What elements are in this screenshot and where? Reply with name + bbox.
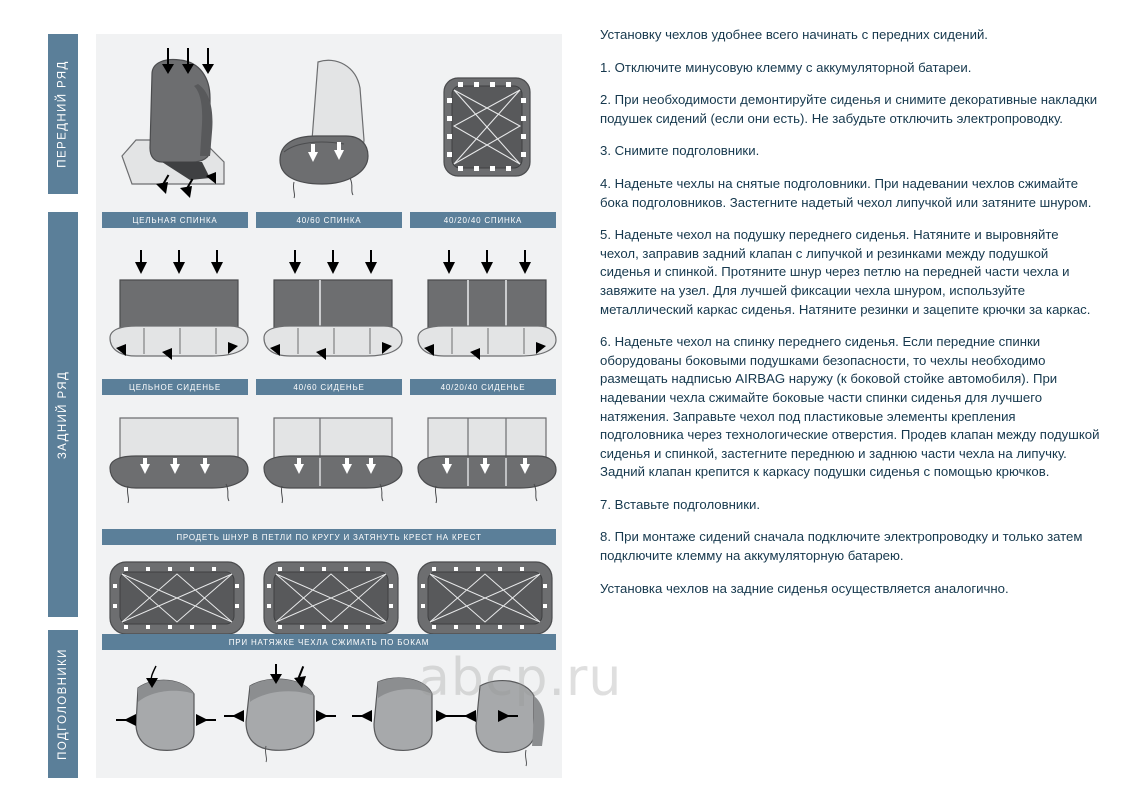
band-backrest-whole: ЦЕЛЬНАЯ СПИНКА [102, 212, 248, 228]
band-backrest-40-20-40: 40/20/40 СПИНКА [410, 212, 556, 228]
band-squeeze-instruction: ПРИ НАТЯЖКЕ ЧЕХЛА СЖИМАТЬ ПО БОКАМ [102, 634, 556, 650]
section-label-rear-row-text: ЗАДНИЙ РЯД [57, 370, 69, 459]
headrest-illustration-1 [112, 658, 222, 768]
band-backrest-40-60: 40/60 СПИНКА [256, 212, 402, 228]
rear-cushion-illustrations [102, 402, 556, 522]
front-backrest-illustration [106, 44, 252, 202]
section-label-headrests [48, 630, 78, 778]
rear-cushion-40-60-illustration [256, 402, 406, 520]
instructions-panel [600, 26, 1100, 776]
front-cushion-illustration [260, 44, 406, 202]
instruction-step-7: 7. Вставьте подголовники. [600, 496, 761, 512]
band-seat-whole: ЦЕЛЬНОЕ СИДЕНЬЕ [102, 379, 248, 395]
band-seat-types [102, 379, 556, 395]
band-cord-instruction: ПРОДЕТЬ ШНУР В ПЕТЛИ ПО КРУГУ И ЗАТЯНУТЬ КРЕСТ НА КРЕСТ [102, 529, 556, 545]
watermark: abcp.ru [418, 648, 623, 708]
rear-cushion-40-20-40-illustration [410, 402, 560, 520]
instruction-step-6: 6. Наденьте чехол на спинку переднего сиденья. Если передние спинки оборудованы боковыми подушками безопасности, то чехлы необходимо размещать надписью AIRBAG наружу (к боковой стойке автомобиля). При надевании чехла сжимайте боковые части спинки сиденья для лучшего натяжения. Заправьте чехол под пластиковые элементы крепления подголовника через технологические отверстия. Продев клапан между подушкой сиденья и спинкой, застегните переднюю и заднюю части чехла на липучку. Задний клапан крепится к каркасу подушки сиденья с помощью крючков. [600, 334, 1100, 480]
section-label-front-row-text: ПЕРЕДНИЙ РЯД [57, 60, 70, 168]
rear-cushion-whole-illustration [102, 402, 252, 520]
front-cover-underside-illustration [414, 44, 560, 202]
instruction-intro: Установку чехлов удобнее всего начинать с передних сидений. [600, 27, 988, 42]
instruction-step-4: 4. Наденьте чехлы на снятые подголовники. При надевании чехлов сжимайте бока подголовников. Застегните надетый чехол липучкой или затяните шнуром. [600, 175, 1092, 210]
instruction-step-5: 5. Наденьте чехол на подушку переднего сиденья. Натяните и выровняйте чехол, заправив задний клапан с липучкой и резинками между подушкой сиденья и спинкой. Протяните шнур через петлю на передней части чехла и завяжите на узел. Для лучшей фиксации чехла шнуром, используйте металлический каркас сиденья. Натяните резинки и зацепите крючки за каркас. [600, 227, 1091, 317]
section-label-rear-row [48, 212, 78, 617]
rear-backrest-illustrations [102, 234, 556, 374]
headrest-illustration-2 [214, 658, 344, 768]
cover-underside-40-60 [256, 552, 406, 644]
headrest-illustration-3 [342, 658, 462, 768]
instruction-outro: Установка чехлов на задние сиденья осуществляется аналогично. [600, 580, 1009, 596]
band-backrest-types [102, 212, 556, 228]
rear-backrest-40-20-40-illustration [410, 234, 560, 374]
section-label-headrests-text: ПОДГОЛОВНИКИ [57, 648, 69, 760]
headrest-illustrations [102, 658, 556, 768]
diagram-canvas [96, 34, 562, 778]
headrest-illustration-4 [454, 658, 558, 768]
diagram-panel [28, 22, 568, 778]
section-label-front-row [48, 34, 78, 194]
instruction-step-3: 3. Снимите подголовники. [600, 143, 760, 159]
rear-backrest-whole-illustration [102, 234, 252, 374]
instruction-step-2: 2. При необходимости демонтируйте сиденья и снимите декоративные накладки подушек сидений (если они есть). Не забудьте отключить электропроводку. [600, 92, 1098, 126]
cover-underside-whole [102, 552, 252, 644]
band-seat-40-60: 40/60 СИДЕНЬЕ [256, 379, 402, 395]
band-seat-40-20-40: 40/20/40 СИДЕНЬЕ [410, 379, 556, 395]
rear-backrest-40-60-illustration [256, 234, 406, 374]
instruction-step-8: 8. При монтаже сидений сначала подключите электропроводку и только затем подключите клемму на аккумуляторную батарею. [600, 529, 1083, 564]
cover-underside-40-20-40 [410, 552, 560, 644]
front-seat-illustrations [102, 44, 556, 204]
instruction-step-1: 1. Отключите минусовую клемму с аккумуляторной батареи. [600, 59, 972, 75]
cover-underside-illustrations [102, 552, 556, 644]
